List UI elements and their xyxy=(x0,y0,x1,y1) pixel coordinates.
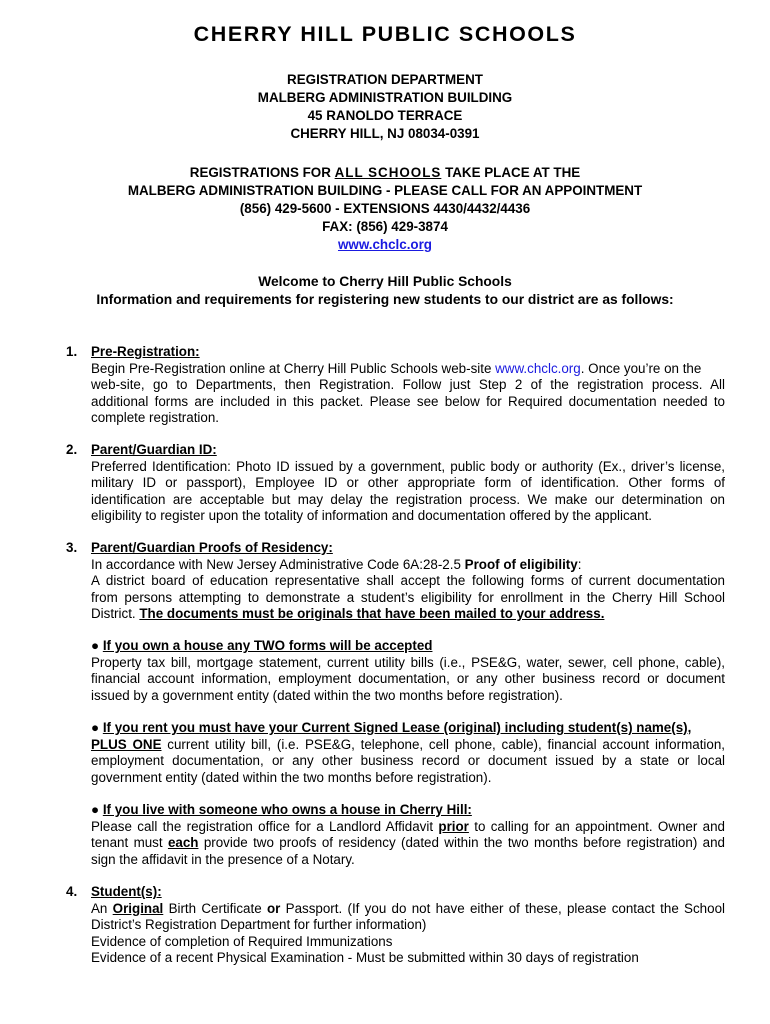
body-line xyxy=(91,557,725,574)
section-heading: Parent/Guardian Proofs of Residency: xyxy=(91,540,333,555)
body-text: In accordance with New Jersey Administrative Code 6A:28-2.5 xyxy=(91,556,465,572)
body-line: identification are acceptable but may delay the registration process. We make our determination on xyxy=(91,491,725,507)
website-link-text[interactable]: www.chclc.org xyxy=(337,237,432,252)
phone-line: (856) 429-5600 - EXTENSIONS 4430/4432/4436 xyxy=(239,201,531,216)
body-line xyxy=(91,819,725,836)
subsection-heading-line xyxy=(91,802,725,819)
body-line: Evidence of a recent Physical Examination - Must be submitted within 30 days of registration xyxy=(91,950,639,965)
website-inline-link[interactable]: www.chclc.org xyxy=(495,360,581,376)
address-line: MALBERG ADMINISTRATION BUILDING xyxy=(257,90,513,105)
notice-text: TAKE PLACE AT THE xyxy=(441,165,581,180)
subsection-heading: If you own a house any TWO forms will be accepted xyxy=(102,638,433,653)
body-line xyxy=(91,606,725,623)
address-line: 45 RANOLDO TERRACE xyxy=(307,108,463,123)
page-title: CHERRY HILL PUBLIC SCHOOLS xyxy=(193,22,577,46)
bullet-icon: ● xyxy=(91,638,100,653)
body-line: Property tax bill, mortgage statement, current utility bills (i.e., PSE&G, water, sewer, cell phone, cable), xyxy=(91,654,725,670)
subsection-body xyxy=(91,802,725,868)
body-line xyxy=(91,835,725,852)
body-line: District’s Registration Department for further information) xyxy=(91,917,427,932)
address-line: CHERRY HILL, NJ 08034-0391 xyxy=(290,126,480,141)
body-line: additional forms are included in this packet. Please see below for Required documentation needed to xyxy=(91,393,725,409)
plus-one-text: PLUS ONE xyxy=(91,736,162,752)
welcome-subheading: Information and requirements for registering new students to our district are as follows: xyxy=(96,292,674,307)
body-text: An xyxy=(91,900,113,916)
body-text: current utility bill, (i.e. PSE&G, telephone, cell phone, cable), financial account information, xyxy=(161,736,726,752)
fax-line: FAX: (856) 429-3874 xyxy=(322,219,448,234)
all-schools-emphasis: ALL SCHOOLS xyxy=(334,165,442,180)
proof-of-eligibility-text: Proof of eligibility xyxy=(464,556,578,572)
registration-notice xyxy=(0,164,770,254)
body-text: District. xyxy=(91,606,140,621)
body-text: Please call the registration office for a Landlord Affidavit xyxy=(91,818,439,834)
body-text: provide two proofs of residency (dated within the two months before registration) and xyxy=(198,835,725,850)
body-line xyxy=(91,737,725,754)
subsection-body xyxy=(91,720,725,786)
body-text: Begin Pre-Registration online at Cherry Hill Public Schools web-site xyxy=(91,360,496,376)
body-text: to calling for an appointment. Owner and xyxy=(468,818,725,834)
body-line: complete registration. xyxy=(91,410,220,425)
body-text: . Once you’re on the xyxy=(580,360,702,376)
section-body xyxy=(91,442,725,525)
website-link[interactable] xyxy=(0,236,770,254)
welcome-block xyxy=(0,273,770,309)
body-line: Preferred Identification: Photo ID issued by a government, public body or authority (Ex., driver’s license, xyxy=(91,458,725,474)
body-text: Birth Certificate xyxy=(163,900,267,916)
body-line: Evidence of completion of Required Immunizations xyxy=(91,933,393,949)
body-text: tenant must xyxy=(91,835,168,850)
section-heading: Student(s): xyxy=(91,884,162,899)
section-number: 4. xyxy=(66,884,78,899)
body-line: web-site, go to Departments, then Registration. Follow just Step 2 of the registration process. All xyxy=(91,377,725,392)
bullet-icon: ● xyxy=(91,802,100,817)
section-heading: Parent/Guardian ID: xyxy=(91,442,217,457)
section-number: 3. xyxy=(66,540,78,555)
subsection-heading: If you rent you must have your Current Signed Lease (original) including student(s) name(s), xyxy=(102,720,692,735)
body-line xyxy=(91,361,725,378)
body-line xyxy=(91,901,725,918)
section-heading: Pre-Registration: xyxy=(91,344,200,359)
section-body xyxy=(91,884,725,967)
body-line: issued by a government entity (dated within the two months before registration). xyxy=(91,687,563,703)
each-emphasis: each xyxy=(167,835,199,850)
notice-line-2: MALBERG ADMINISTRATION BUILDING - PLEASE CALL FOR AN APPOINTMENT xyxy=(127,183,643,198)
body-line: sign the affidavit in the presence of a Notary. xyxy=(91,851,355,867)
body-line: financial account information, employment documentation, or any other business record or document xyxy=(91,671,725,686)
prior-emphasis: prior xyxy=(438,818,469,834)
or-emphasis: or xyxy=(266,900,281,916)
subsection-heading-line xyxy=(91,720,725,737)
section-number: 2. xyxy=(66,442,78,457)
subsection-body xyxy=(91,638,725,704)
body-line: eligibility to register upon the totality of information and documentation offered by the applicant. xyxy=(91,508,653,523)
body-line: government entity (dated within the two months before registration). xyxy=(91,769,492,785)
subsection-heading-line xyxy=(91,638,725,655)
notice-line-1 xyxy=(0,164,770,182)
section-body xyxy=(91,344,725,427)
subsection-heading: If you live with someone who owns a house in Cherry Hill: xyxy=(102,802,472,817)
address-line: REGISTRATION DEPARTMENT xyxy=(287,72,483,87)
body-text: Passport. (If you do not have either of these, please contact the School xyxy=(280,900,725,916)
address-block xyxy=(0,71,770,143)
welcome-heading: Welcome to Cherry Hill Public Schools xyxy=(258,274,512,289)
section-body xyxy=(91,540,725,623)
bullet-icon: ● xyxy=(91,720,100,735)
body-line: from persons attempting to demonstrate a student’s eligibility for enrollment in the Cherry Hill School xyxy=(91,589,725,605)
body-line: employment documentation, or any other business record or document issued by a state or local xyxy=(91,753,725,768)
originals-requirement: The documents must be originals that have been mailed to your address. xyxy=(139,606,605,621)
body-line: A district board of education representative shall accept the following forms of current documentation xyxy=(91,573,725,588)
original-emphasis: Original xyxy=(112,900,164,916)
notice-text: REGISTRATIONS FOR xyxy=(189,165,335,180)
body-text: : xyxy=(577,556,582,572)
body-line: military ID or passport), Employee ID or other appropriate form of identification. Other forms of xyxy=(91,475,725,490)
section-number: 1. xyxy=(66,344,78,359)
